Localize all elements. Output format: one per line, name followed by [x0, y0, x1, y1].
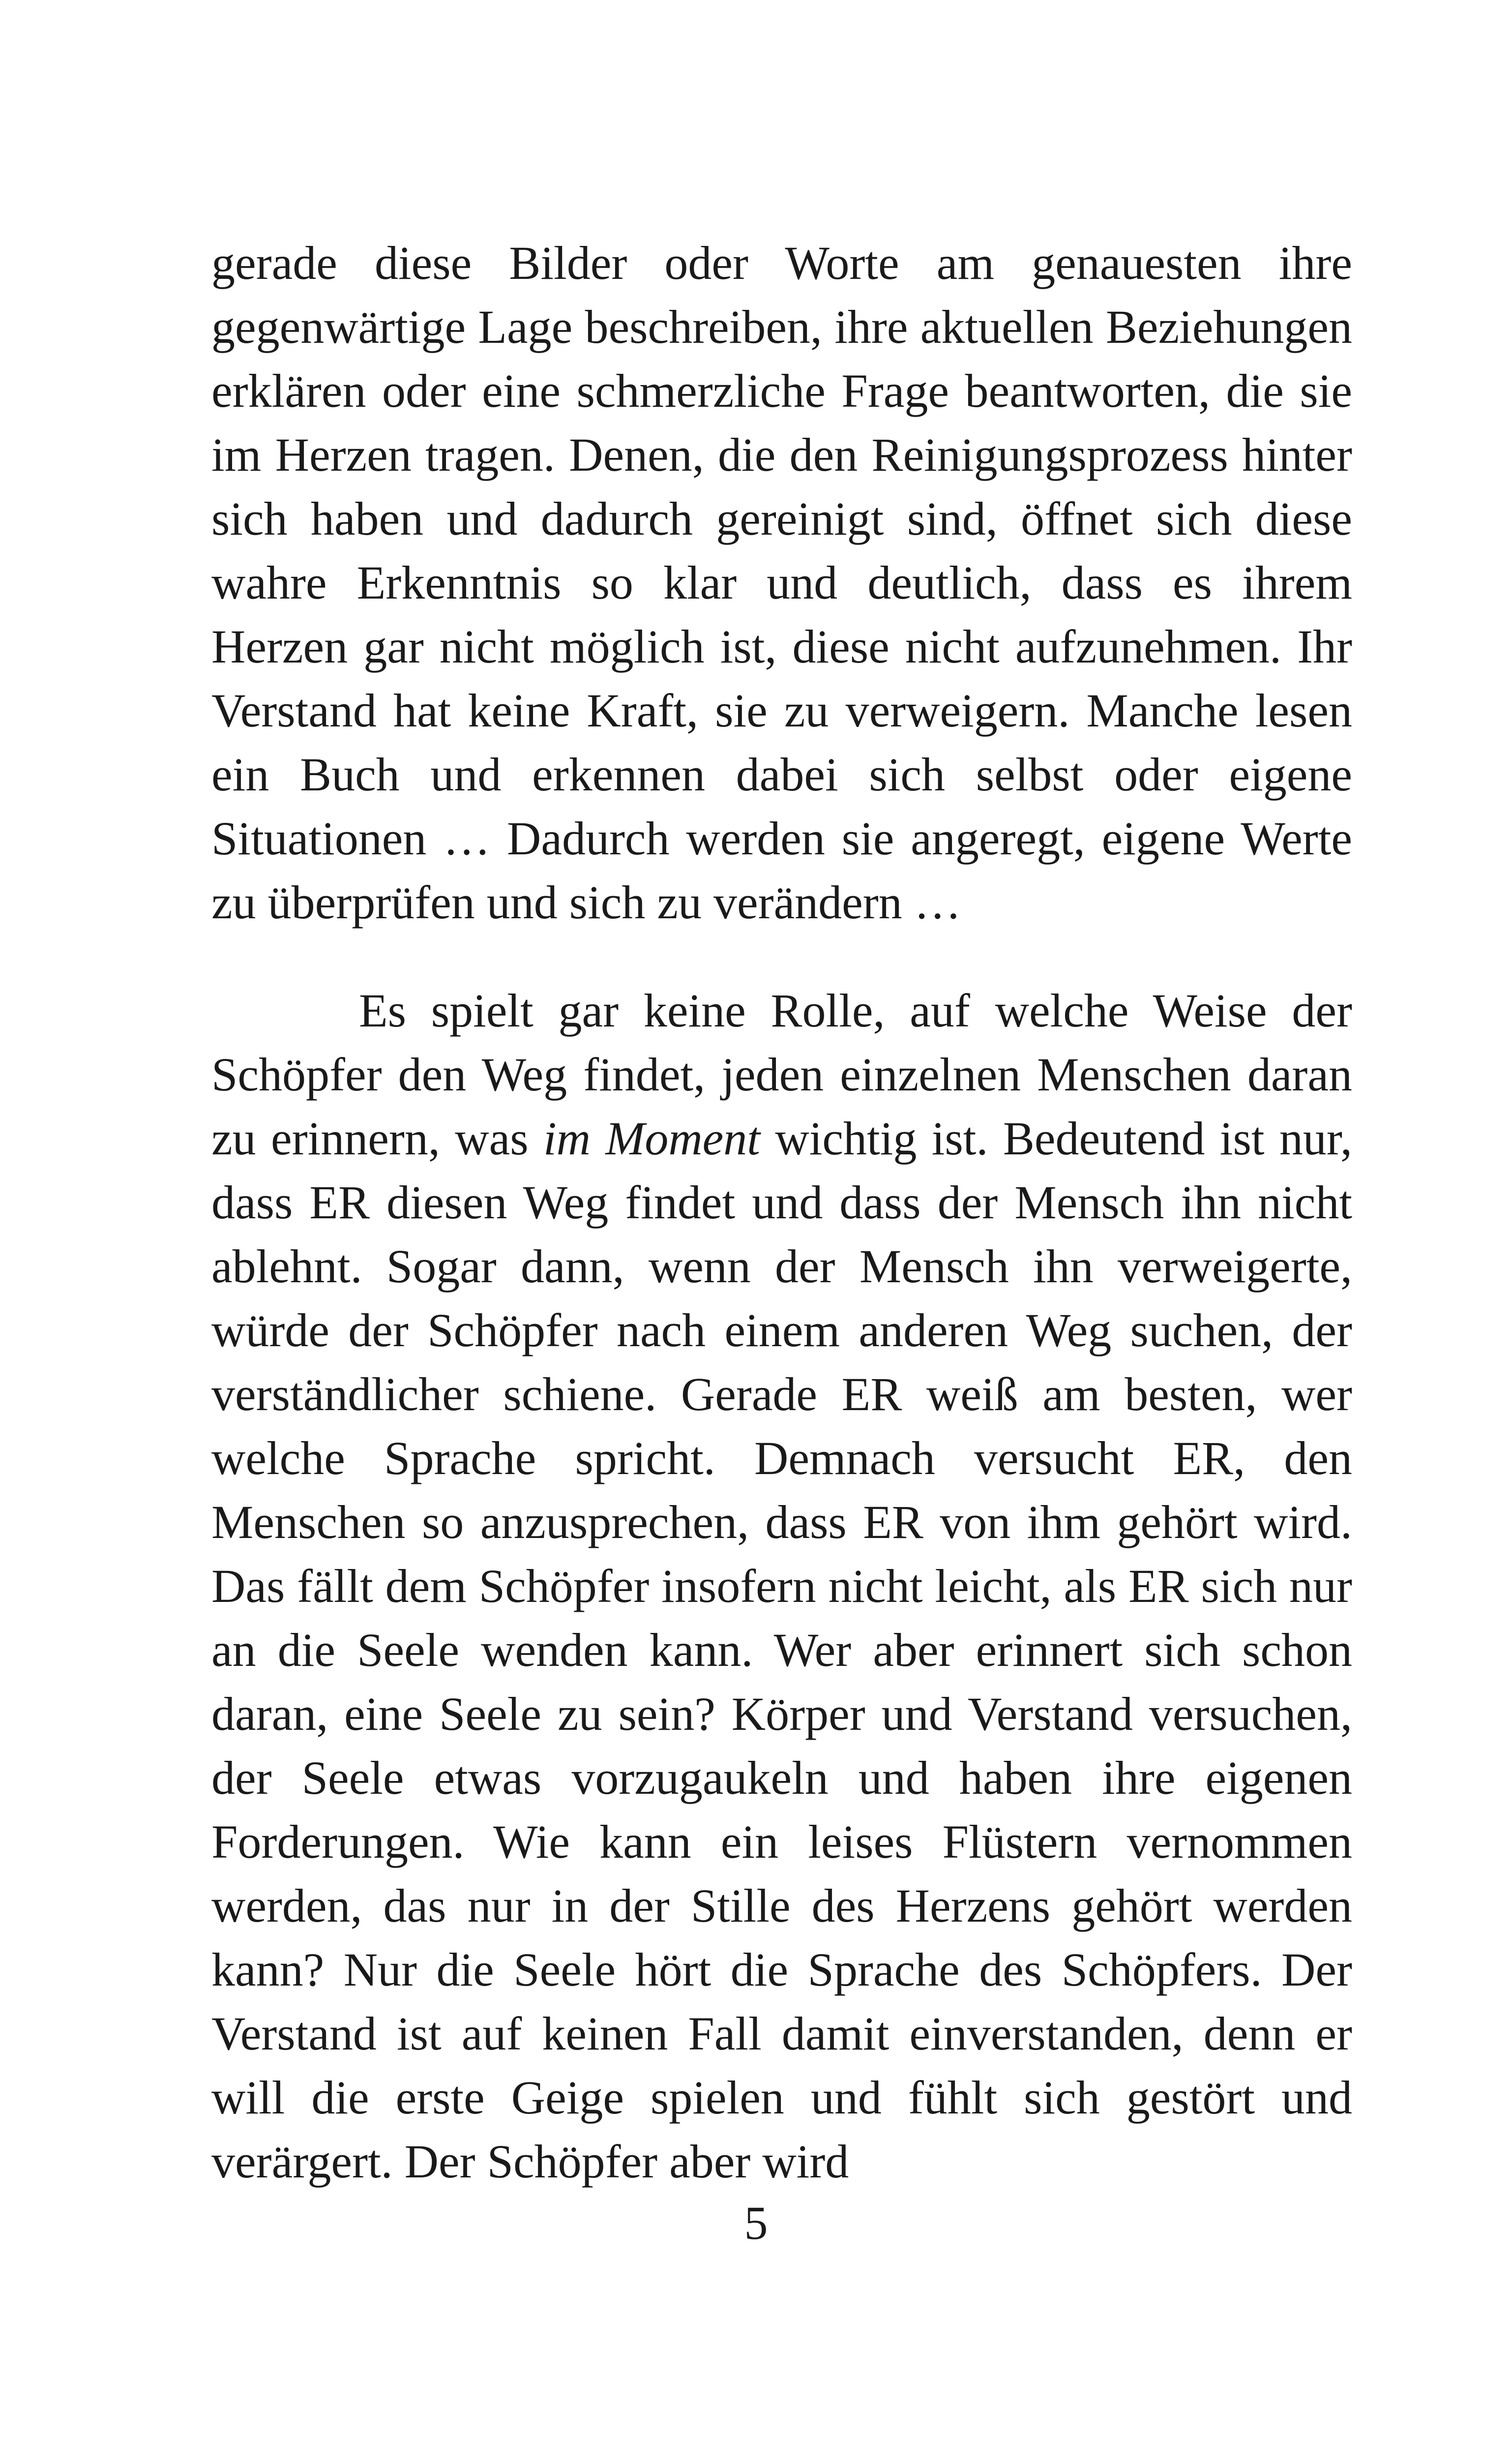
page-number: 5	[744, 2197, 768, 2249]
paragraph-2	[211, 979, 1352, 2194]
paragraph-2-text-end: wichtig ist. Bedeutend ist nur, dass ER diesen Weg findet und dass der Mensch ihn nicht ablehnt. Sogar dann, wenn der Mensch ihn verweigerte, würde der Schöpfer nach einem anderen Weg suchen, der verständlicher schiene. Gerade ER weiß am besten, wer welche Sprache spricht. Demnach versucht ER, den Menschen so anzusprechen, dass ER von ihm gehört wird. Das fällt dem Schöpfer insofern nicht leicht, als ER sich nur an die Seele wenden kann. Wer aber erinnert sich schon daran, eine Seele zu sein? Körper und Verstand versuchen, der Seele etwas vorzugaukeln und haben ihre eigenen Forderungen. Wie kann ein leises Flüstern vernommen werden, das nur in der Stille des Herzens gehört werden kann? Nur die Seele hört die Sprache des Schöpfers. Der Verstand ist auf keinen Fall damit einverstanden, denn er will die erste Geige spielen und fühlt sich gestört und verärgert. Der Schöpfer aber wird	[211, 1112, 1353, 2188]
paragraph-2-italic-phrase: im Moment	[543, 1112, 760, 1165]
paragraph-1-text: gerade diese Bilder oder Worte am genauesten ihre gegenwärtige Lage beschreiben, ihre aktuellen Beziehungen erklären oder eine schmerzliche Frage beantworten, die sie im Herzen tragen. Denen, die den Reinigungsprozess hinter sich haben und dadurch gereinigt sind, öffnet sich diese wahre Erkenntnis so klar und deutlich, dass es ihrem Herzen gar nicht möglich ist, diese nicht aufzunehmen. Ihr Verstand hat keine Kraft, sie zu verweigern. Manche lesen ein Buch und erkennen dabei sich selbst oder eigene Situationen … Dadurch werden sie angeregt, eigene Werte zu überprüfen und sich zu verändern …	[211, 237, 1352, 929]
paragraph-1	[211, 231, 1352, 935]
paragraph-2-text-start: Es spielt gar keine Rolle, auf welche Weise der Schöpfer den Weg findet, jeden einzelnen Menschen daran zu erinnern, was	[211, 984, 1352, 1165]
